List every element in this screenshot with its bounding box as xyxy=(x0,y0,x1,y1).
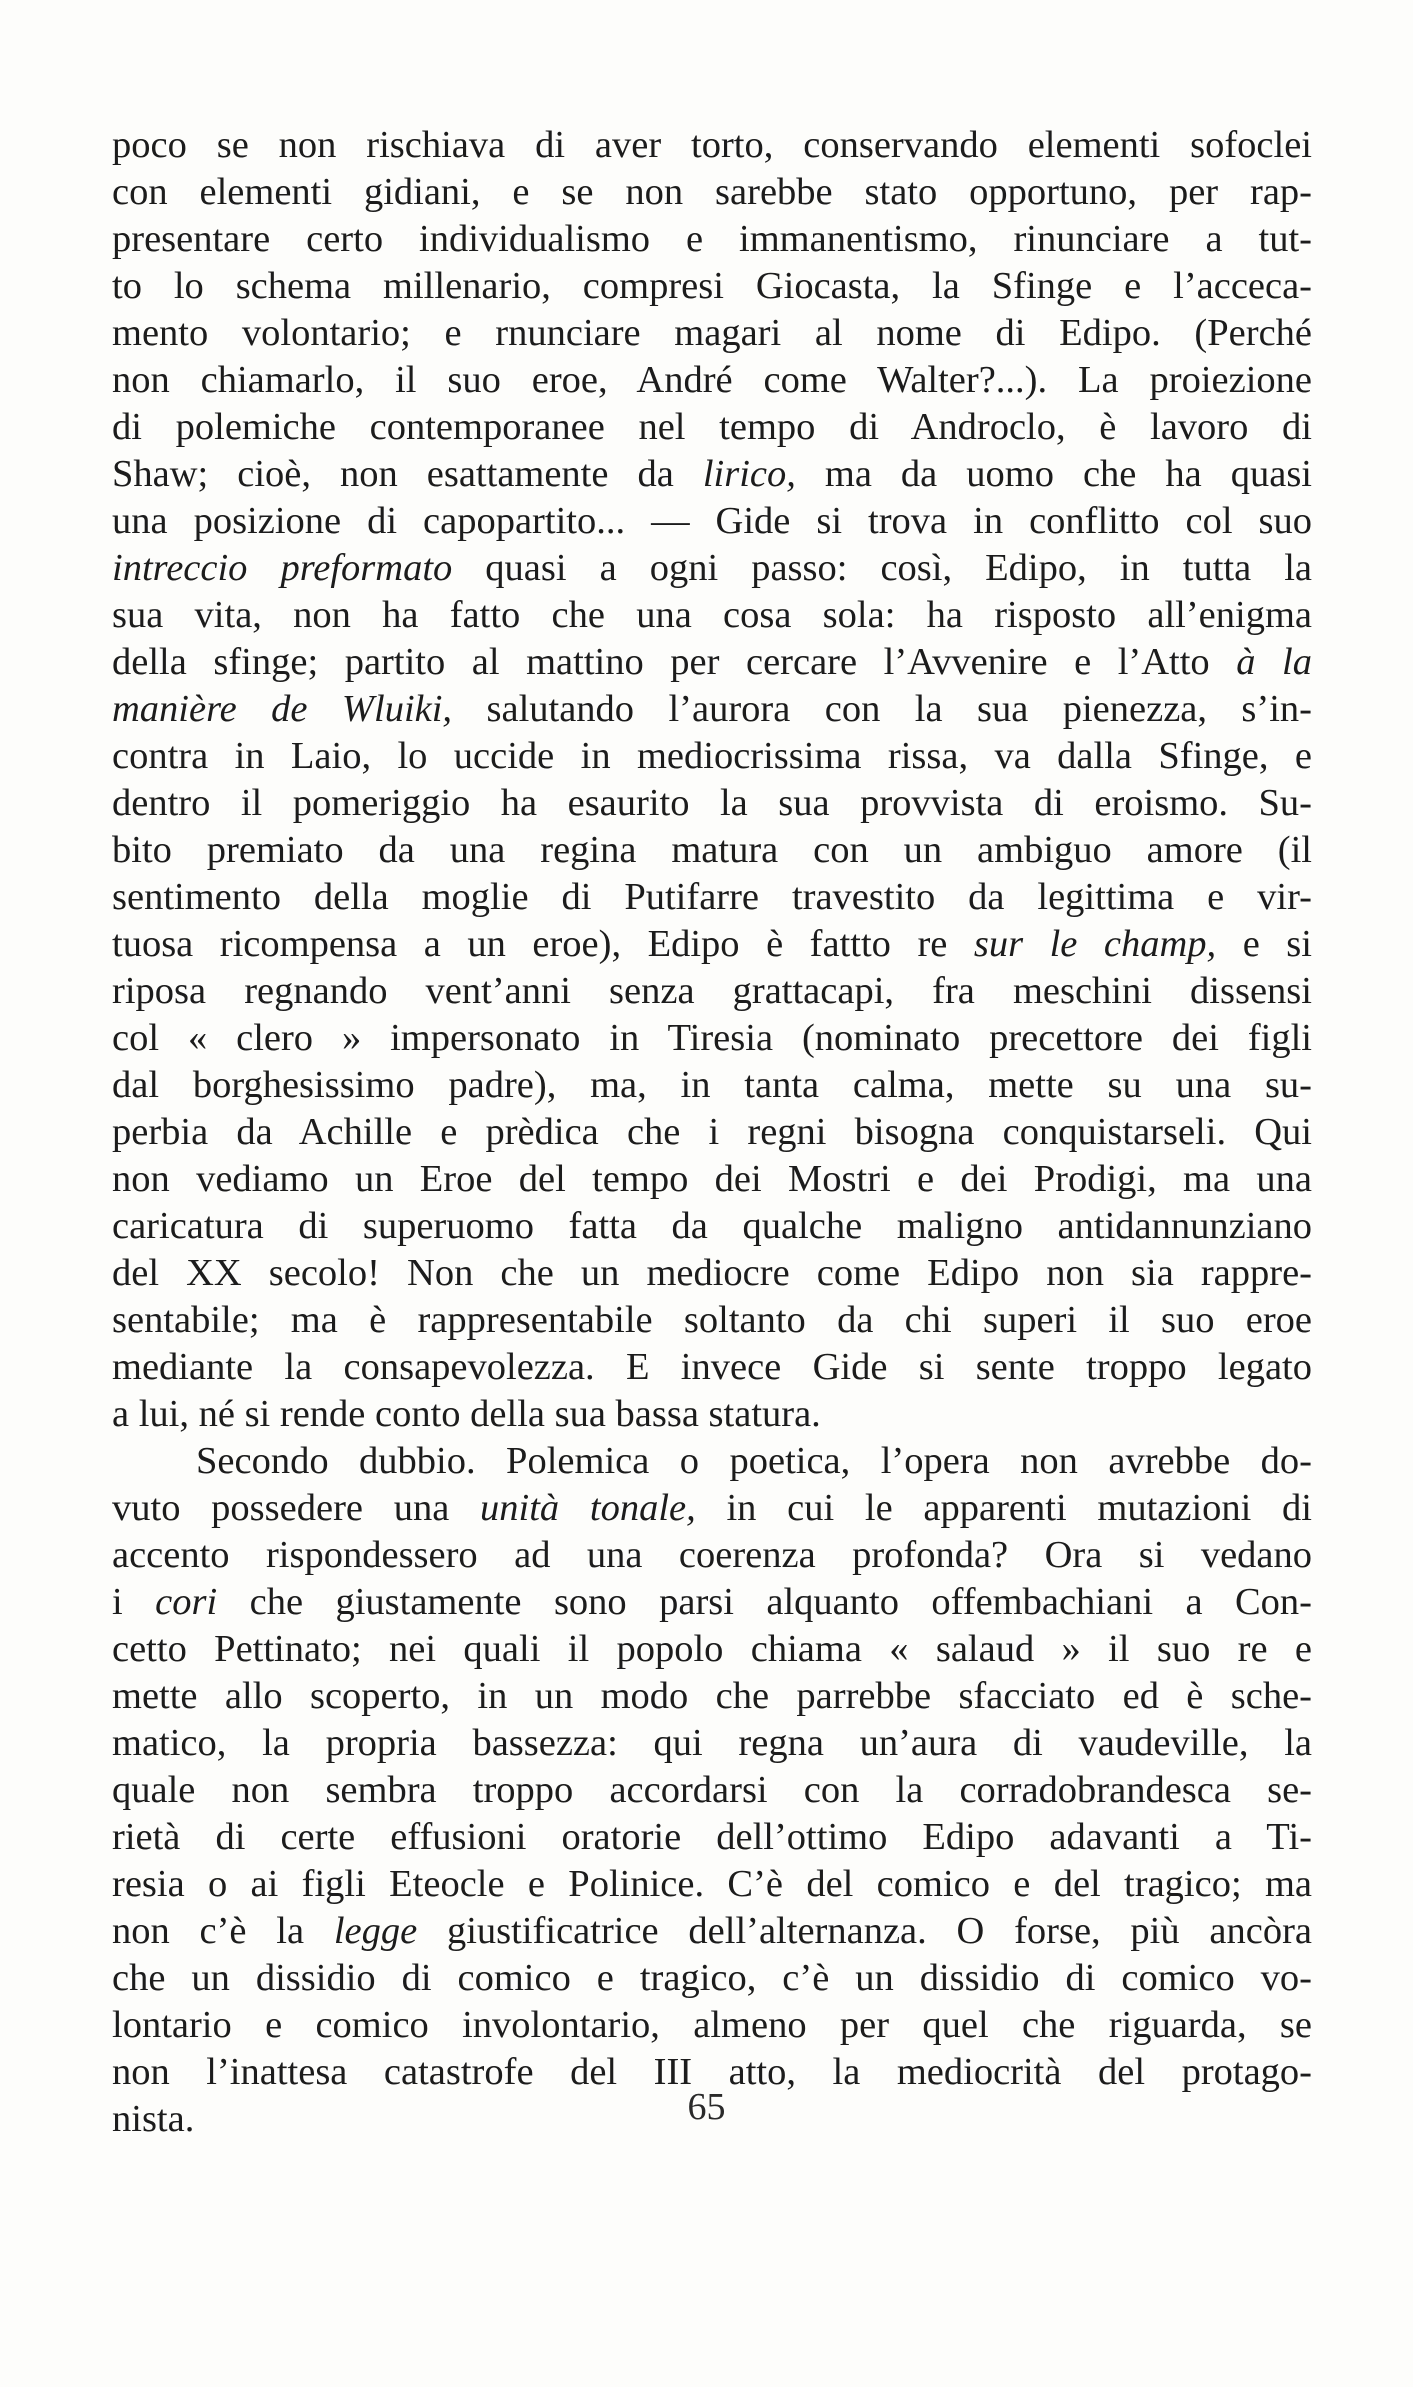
text-run: vuto possedere una xyxy=(112,1487,481,1529)
text-run: dentro il pomeriggio ha esaurito la sua provvista di eroismo. Su- xyxy=(112,782,1312,824)
text-run: quale non sembra troppo accordarsi con la corradobrandesca se- xyxy=(112,1769,1312,1811)
text-run: che un dissidio di comico e tragico, c’è un dissidio di comico vo- xyxy=(112,1957,1312,1999)
text-line xyxy=(112,1532,1312,1579)
italic-text: cori xyxy=(155,1581,218,1623)
text-run: poco se non rischiava di aver torto, conservando elementi sofoclei xyxy=(112,124,1312,166)
text-line xyxy=(112,921,1312,968)
text-line xyxy=(112,1861,1312,1908)
text-line xyxy=(112,2002,1312,2049)
text-run: lontario e comico involontario, almeno per quel che riguarda, se xyxy=(112,2004,1312,2046)
text-run: ma da uomo che ha quasi xyxy=(795,453,1313,495)
text-line xyxy=(112,357,1312,404)
text-line xyxy=(112,874,1312,921)
text-run: to lo schema millenario, compresi Giocasta, la Sfinge e l’acceca- xyxy=(112,265,1312,307)
text-run: col « clero » impersonato in Tiresia (nominato precettore dei figli xyxy=(112,1017,1312,1059)
text-run: e si xyxy=(1216,923,1312,965)
text-line xyxy=(112,1062,1312,1109)
italic-text: à la xyxy=(1236,641,1312,683)
text-line xyxy=(112,122,1312,169)
text-run: sua vita, non ha fatto che una cosa sola: ha risposto all’enigma xyxy=(112,594,1312,636)
page-number: 65 xyxy=(687,2086,726,2128)
text-line xyxy=(112,310,1312,357)
text-run: perbia da Achille e prèdica che i regni bisogna conquistarseli. Qui xyxy=(112,1111,1312,1153)
text-run: in cui le apparenti mutazioni di xyxy=(695,1487,1313,1529)
text-line xyxy=(112,451,1312,498)
text-run: non chiamarlo, il suo eroe, André come Walter?...). La proiezione xyxy=(112,359,1312,401)
text-run: sentimento della moglie di Putifarre travestito da legittima e vir- xyxy=(112,876,1312,918)
text-run: cetto Pettinato; nei quali il popolo chiama « salaud » il suo re e xyxy=(112,1628,1312,1670)
italic-text: legge xyxy=(333,1910,418,1952)
text-run: del XX secolo! Non che un mediocre come Edipo non sia rappre- xyxy=(112,1252,1312,1294)
text-run: rietà di certe effusioni oratorie dell’ottimo Edipo adavanti a Ti- xyxy=(112,1816,1312,1858)
text-run: Secondo dubbio. Polemica o poetica, l’opera non avrebbe do- xyxy=(196,1440,1312,1482)
italic-text: intreccio preformato xyxy=(112,547,453,589)
text-run: non vediamo un Eroe del tempo dei Mostri e dei Prodigi, ma una xyxy=(112,1158,1312,1200)
italic-text: manière de Wluiki, xyxy=(112,688,453,730)
text-run: accento rispondessero ad una coerenza profonda? Ora si vedano xyxy=(112,1534,1312,1576)
italic-text: unità tonale, xyxy=(480,1487,696,1529)
italic-text: lirico, xyxy=(702,453,796,495)
text-line xyxy=(112,1344,1312,1391)
text-line xyxy=(112,1720,1312,1767)
text-run: mediante la consapevolezza. E invece Gide si sente troppo legato xyxy=(112,1346,1312,1388)
text-run: giustificatrice dell’alternanza. O forse, più ancòra xyxy=(417,1910,1312,1952)
text-run: quasi a ogni passo: così, Edipo, in tutta la xyxy=(452,547,1312,589)
text-run: riposa regnando vent’anni senza grattacapi, fra meschini dissensi xyxy=(112,970,1312,1012)
text-line xyxy=(112,1579,1312,1626)
text-run: mette allo scoperto, in un modo che parrebbe sfacciato ed è sche- xyxy=(112,1675,1312,1717)
text-run: i xyxy=(112,1581,156,1623)
text-run: di polemiche contemporanee nel tempo di Androclo, è lavoro di xyxy=(112,406,1312,448)
text-run: contra in Laio, lo uccide in mediocrissima rissa, va dalla Sfinge, e xyxy=(112,735,1312,777)
text-run: che giustamente sono parsi alquanto offembachiani a Con- xyxy=(217,1581,1312,1623)
text-line xyxy=(112,1673,1312,1720)
text-run: della sfinge; partito al mattino per cercare l’Avvenire e l’Atto xyxy=(112,641,1237,683)
text-run: non c’è la xyxy=(112,1910,334,1952)
text-run: presentare certo individualismo e immanentismo, rinunciare a tut- xyxy=(112,218,1312,260)
text-line xyxy=(112,686,1312,733)
text-line xyxy=(112,639,1312,686)
text-run: resia o ai figli Eteocle e Polinice. C’è del comico e del tragico; ma xyxy=(112,1863,1312,1905)
text-line xyxy=(112,1908,1312,1955)
text-line xyxy=(112,1438,1312,1485)
text-run: una posizione di capopartito... — Gide si trova in conflitto col suo xyxy=(112,500,1312,542)
text-line xyxy=(112,1109,1312,1156)
text-line xyxy=(112,780,1312,827)
text-run: sentabile; ma è rappresentabile soltanto da chi superi il suo eroe xyxy=(112,1299,1312,1341)
text-line xyxy=(112,263,1312,310)
text-line xyxy=(112,1250,1312,1297)
text-line xyxy=(112,827,1312,874)
text-line xyxy=(112,1485,1312,1532)
text-run: non l’inattesa catastrofe del III atto, la mediocrità del protago- xyxy=(112,2051,1312,2093)
text-line xyxy=(112,1814,1312,1861)
text-run: tuosa ricompensa a un eroe), Edipo è fattto re xyxy=(112,923,974,965)
text-line xyxy=(112,1626,1312,1673)
text-line xyxy=(112,1955,1312,2002)
text-line xyxy=(112,733,1312,780)
text-line xyxy=(112,216,1312,263)
italic-text: sur le champ, xyxy=(973,923,1217,965)
text-run: matico, la propria bassezza: qui regna un’aura di vaudeville, la xyxy=(112,1722,1312,1764)
text-line xyxy=(112,968,1312,1015)
text-line xyxy=(112,1015,1312,1062)
text-run: salutando l’aurora con la sua pienezza, s’in- xyxy=(452,688,1312,730)
text-run: a lui, né si rende conto della sua bassa statura. xyxy=(112,1393,821,1435)
text-run: nista. xyxy=(112,2098,195,2140)
text-run: mento volontario; e rnunciare magari al nome di Edipo. (Perché xyxy=(112,312,1312,354)
body-text xyxy=(112,122,1312,2143)
text-line xyxy=(112,169,1312,216)
text-run: caricatura di superuomo fatta da qualche maligno antidannunziano xyxy=(112,1205,1312,1247)
text-run: Shaw; cioè, non esattamente da xyxy=(112,453,703,495)
text-run: con elementi gidiani, e se non sarebbe stato opportuno, per rap- xyxy=(112,171,1312,213)
text-run: dal borghesissimo padre), ma, in tanta calma, mette su una su- xyxy=(112,1064,1312,1106)
text-line xyxy=(112,1297,1312,1344)
text-line xyxy=(112,498,1312,545)
text-line xyxy=(112,1203,1312,1250)
text-run: bito premiato da una regina matura con un ambiguo amore (il xyxy=(112,829,1312,871)
text-line xyxy=(112,1156,1312,1203)
text-line xyxy=(112,545,1312,592)
text-line xyxy=(112,1767,1312,1814)
text-line xyxy=(112,404,1312,451)
text-line xyxy=(112,1391,1312,1438)
text-line xyxy=(112,592,1312,639)
